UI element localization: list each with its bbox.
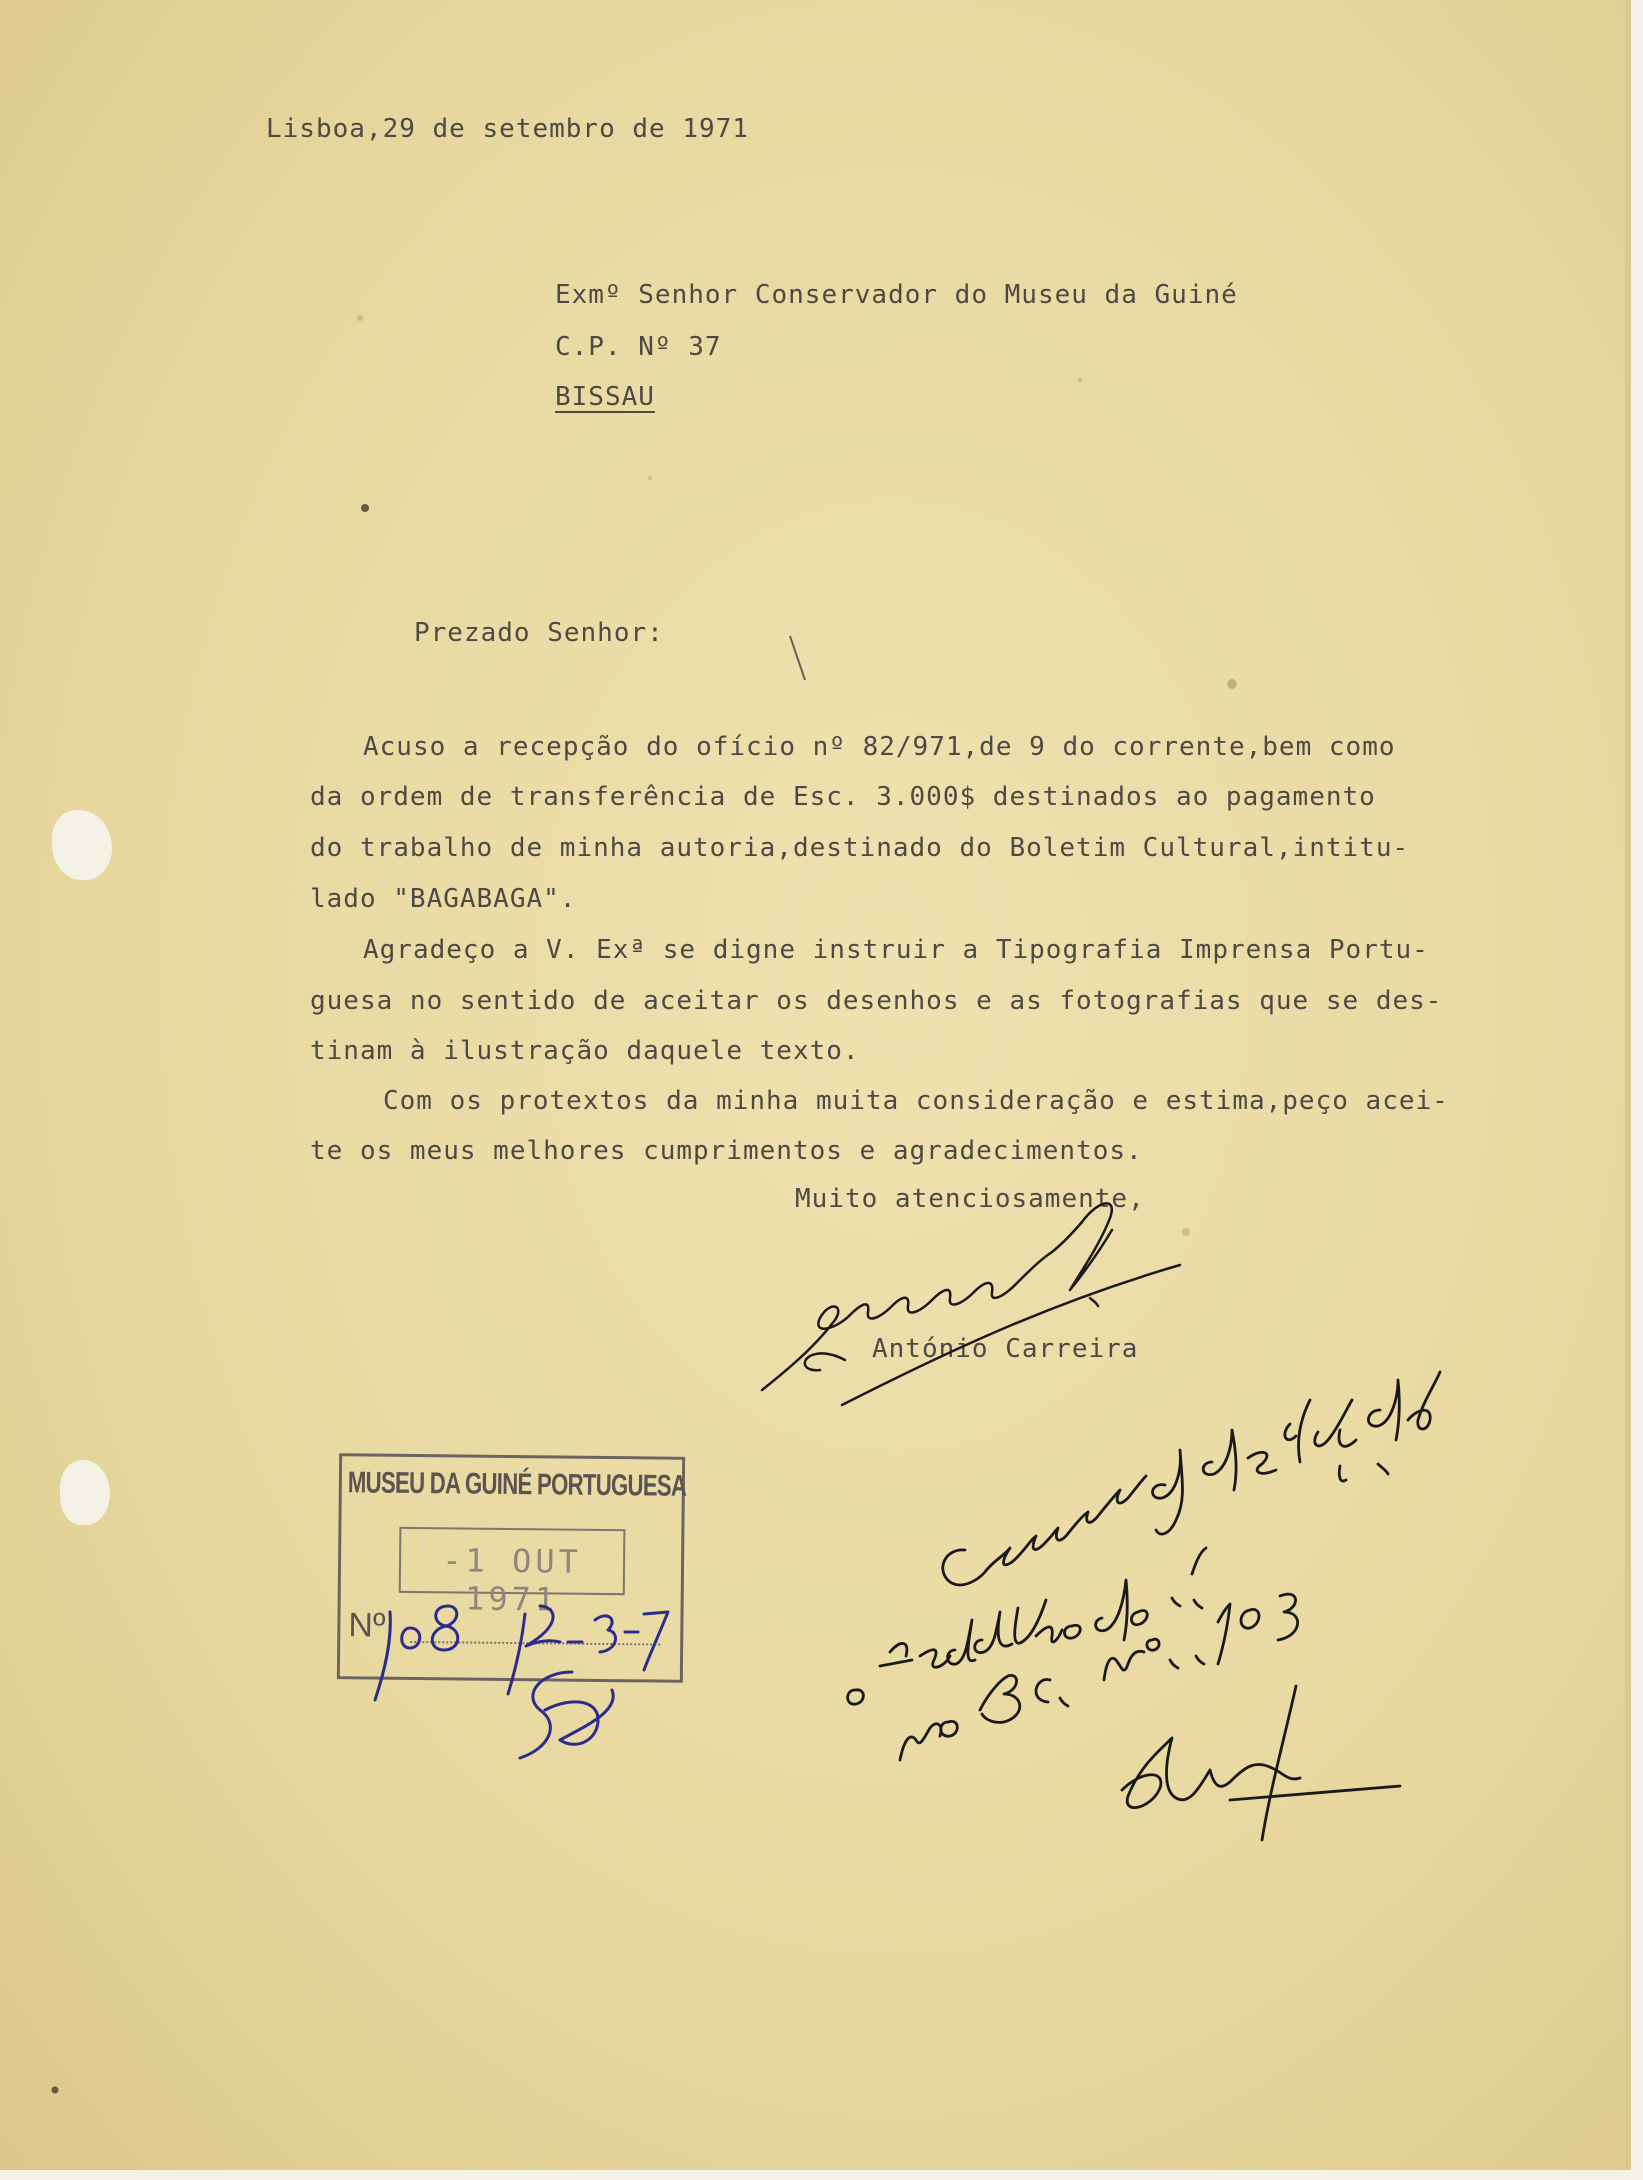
body-line: da ordem de transferência de Esc. 3.000$ destinados ao pagamento <box>310 782 1376 812</box>
stamp-handwriting <box>375 1606 668 1758</box>
body-line: lado "BAGABAGA". <box>310 884 577 914</box>
stamp-number-label: Nº <box>348 1606 386 1645</box>
stamp-date: -1 OUT 1971 <box>442 1541 583 1619</box>
body-line: Agradeço a V. Exª se digne instruir a Tipografia Imprensa Portu- <box>363 935 1429 965</box>
stamp-title: MUSEU DA GUINÉ PORTUGUESA <box>347 1466 687 1503</box>
closing: Muito atenciosamente, <box>795 1184 1145 1214</box>
body-line: te os meus melhores cumprimentos e agradecimentos. <box>310 1136 1143 1166</box>
body-line: tinam à ilustração daquele texto. <box>310 1036 860 1066</box>
body-line: guesa no sentido de aceitar os desenhos e as fotografias que se des- <box>310 986 1443 1016</box>
addressee-line-1: Exmº Senhor Conservador do Museu da Guiné <box>555 280 1238 310</box>
body-line: Acuso a recepção do ofício nº 82/971,de 9 do corrente,bem como <box>363 732 1396 762</box>
signer-name: António Carreira <box>872 1334 1139 1364</box>
dateline: Lisboa,29 de setembro de 1971 <box>266 114 749 144</box>
body-line: Com os protextos da minha muita consideração e estima,peço acei- <box>383 1086 1449 1116</box>
addressee-line-2: C.P. Nº 37 <box>555 332 722 362</box>
salutation: Prezado Senhor: <box>414 618 664 648</box>
author-signature <box>762 1203 1180 1405</box>
handwritten-note <box>848 1372 1440 1840</box>
body-line: do trabalho de minha autoria,destinado do Boletim Cultural,intitu- <box>310 833 1410 863</box>
addressee-city: BISSAU <box>555 382 655 412</box>
